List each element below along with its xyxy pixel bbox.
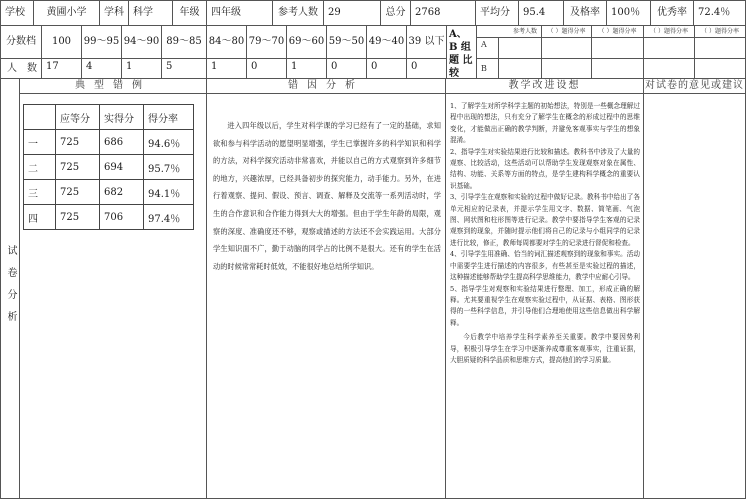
ab-cell[interactable]: [498, 37, 542, 59]
ab-cell[interactable]: [541, 58, 592, 79]
band-count: 17: [41, 58, 82, 79]
improvement-item: 1、了解学生对所学科学主题的初始想法，特别是一些概念理解过程中出现的想法，只有充分了解学生在概念的形成过程中的思维变化，才能做出正确的教学判断，并避免客观事实与学生的想象混淆。: [450, 102, 640, 145]
band-count: 5: [161, 58, 207, 79]
table-row: [24, 155, 194, 180]
paper-suggestions-cell[interactable]: [643, 93, 746, 499]
pass-rate-value: 100％: [606, 0, 651, 26]
score-band: 89～85: [161, 25, 207, 59]
improvement-item: 3、引导学生在观察和实验的过程中做好记录。教科书中给出了各单元相应的记录表，并提示学生用文字、数据、简笔画、气泡图、网状图和柱形图等进行记录。教学中要指导学生客观的记录观察到的现象，并随时提示他们将自己的记录与小组同学的记录进行比较，修正，教师每周都要对学生的记录进行督促和检查。: [450, 193, 640, 247]
band-count: 1: [121, 58, 162, 79]
section-number: 三: [24, 180, 56, 205]
band-count: 0: [326, 58, 367, 79]
score-table: [23, 104, 194, 230]
total-value: 2768: [410, 0, 476, 26]
full-score: 725: [56, 155, 100, 180]
side-label-paper-analysis: 试卷分析: [0, 78, 20, 499]
improvement-closing: 今后教学中培养学生科学素养至关重要。教学中要因势利导，积极引导学生在学习中逐渐养成尊重客观事实，注重证据，大胆质疑的科学品质和思维方式，提高他们的学习质量。: [450, 333, 640, 364]
score-rate: 95.7％: [144, 155, 194, 180]
ab-cell[interactable]: [591, 37, 644, 59]
excellent-rate-value: 72.4％: [693, 0, 746, 26]
ab-cell[interactable]: [643, 37, 695, 59]
score-table-header-cell: 应等分: [56, 105, 100, 130]
header-teaching-improvement: 教学改进设想: [445, 78, 644, 94]
band-count: 0: [366, 58, 407, 79]
table-row: [24, 180, 194, 205]
table-row: [24, 205, 194, 230]
total-label: 总分: [380, 0, 411, 26]
table-row: [24, 130, 194, 155]
score-rate: 94.6％: [144, 130, 194, 155]
score-band: 100: [41, 25, 82, 59]
improvement-item: 2、指导学生对实验结果进行比较和描述。教科书中涉及了大量的观察、比较活动，这些活动可以帮助学生发现观察对象在属性、结构、功能、关系等方面的特点，是学生建构科学概念的重要认识基础。: [450, 147, 640, 190]
ab-header-participants: 参考人数: [476, 25, 542, 38]
error-analysis-text: 进入四年级以后，学生对科学课的学习已经有了一定的基础，求知欲和参与科学活动的愿望明显增强，学生已掌握许多的科学知识和科学的方法，对科学探究活动非常喜欢，并能以自己的方式观察到许多细节的地方，兴趣浓厚，已经具备初步的探究能力，动手能力。另外，在进行着观察、提问、假设、预言、调查、解释及交流等一系列活动时，学生的合作意识和合作能力得到大大的增强。但由于学生年龄的局限，观察的深度、准确度还不够，观察或描述的方法还不会实践运用。大部分学生知识面不广，勤于动脑的同学占的比例不是很大。还有的学生在活动的时候常常耗时低效，不能很好地总结所学知识。: [213, 121, 441, 271]
band-count: 4: [81, 58, 122, 79]
participants-label: 参考人数: [272, 0, 324, 26]
score-band-label: 分数档: [0, 25, 42, 59]
grade-label: 年级: [172, 0, 207, 26]
subject-label: 学科: [99, 0, 129, 26]
subject-value: 科学: [128, 0, 173, 26]
participants-value: 29: [323, 0, 381, 26]
actual-score: 682: [100, 180, 144, 205]
section-number: 一: [24, 130, 56, 155]
score-band: 94～90: [121, 25, 162, 59]
average-value: 95.4: [518, 0, 564, 26]
score-band: 69～60: [286, 25, 327, 59]
score-rate: 94.1％: [144, 180, 194, 205]
score-band: 99～95: [81, 25, 122, 59]
ab-cell[interactable]: [643, 58, 695, 79]
score-rate: 97.4％: [144, 205, 194, 230]
band-count: 1: [206, 58, 247, 79]
actual-score: 686: [100, 130, 144, 155]
ab-cell[interactable]: [541, 37, 592, 59]
ab-group-label: A: [476, 37, 499, 59]
band-count: 0: [246, 58, 287, 79]
score-band: 79～70: [246, 25, 287, 59]
full-score: 725: [56, 205, 100, 230]
ab-header-rate: （ ）题得分率: [591, 25, 644, 38]
full-score: 725: [56, 180, 100, 205]
actual-score: 694: [100, 155, 144, 180]
header-paper-suggestions: 对试卷的意见或建议: [643, 78, 746, 94]
score-table-header: [24, 105, 194, 130]
teaching-improvement-text: [450, 101, 640, 366]
school-value: 黄圃小学: [33, 0, 100, 26]
header-error-analysis: 错因分析: [206, 78, 446, 94]
ab-header-rate: （ ）题得分率: [643, 25, 695, 38]
score-table-header-cell: 得分率: [144, 105, 194, 130]
band-count: 0: [406, 58, 447, 79]
ab-cell[interactable]: [694, 37, 746, 59]
grade-value: 四年级: [206, 0, 273, 26]
ab-header-rate: （ ）题得分率: [694, 25, 746, 38]
full-score: 725: [56, 130, 100, 155]
school-label: 学校: [0, 0, 34, 26]
score-band: 49～40: [366, 25, 407, 59]
section-number: 二: [24, 155, 56, 180]
actual-score: 706: [100, 205, 144, 230]
ab-cell[interactable]: [591, 58, 644, 79]
ab-cell[interactable]: [498, 58, 542, 79]
band-count: 1: [286, 58, 327, 79]
score-band: 59～50: [326, 25, 367, 59]
average-label: 平均分: [475, 0, 519, 26]
ab-header-rate: （ ）题得分率: [541, 25, 592, 38]
score-table-corner: [24, 105, 56, 130]
score-band: 84～80: [206, 25, 247, 59]
score-band: 39 以下: [406, 25, 447, 59]
count-label: 人 数: [0, 58, 42, 79]
score-table-header-cell: 实得分: [100, 105, 144, 130]
pass-rate-label: 及格率: [563, 0, 607, 26]
ab-group-label: B: [476, 58, 499, 79]
improvement-item: 5、指导学生对观察和实验结果进行整理、加工，形成正确的解释。尤其要重视学生在观察实验过程中，从证据、表格、图形获得的一些科学信息，并引导他们合理地使用这些信息做出科学解释。: [450, 284, 640, 327]
ab-compare-label: A、B 组 题 比较: [446, 25, 477, 79]
improvement-item: 4、引导学生用准确、恰当的词汇描述观察到的现象和事实。活动中需要学生进行描述的内容很多，有些甚至是实验过程的描述，这种描述能够帮助学生提高科学思维能力，教学中应耐心引导。: [450, 250, 640, 282]
header-typical-errors: 典型错例: [19, 78, 207, 94]
section-number: 四: [24, 205, 56, 230]
ab-cell[interactable]: [694, 58, 746, 79]
excellent-rate-label: 优秀率: [650, 0, 694, 26]
